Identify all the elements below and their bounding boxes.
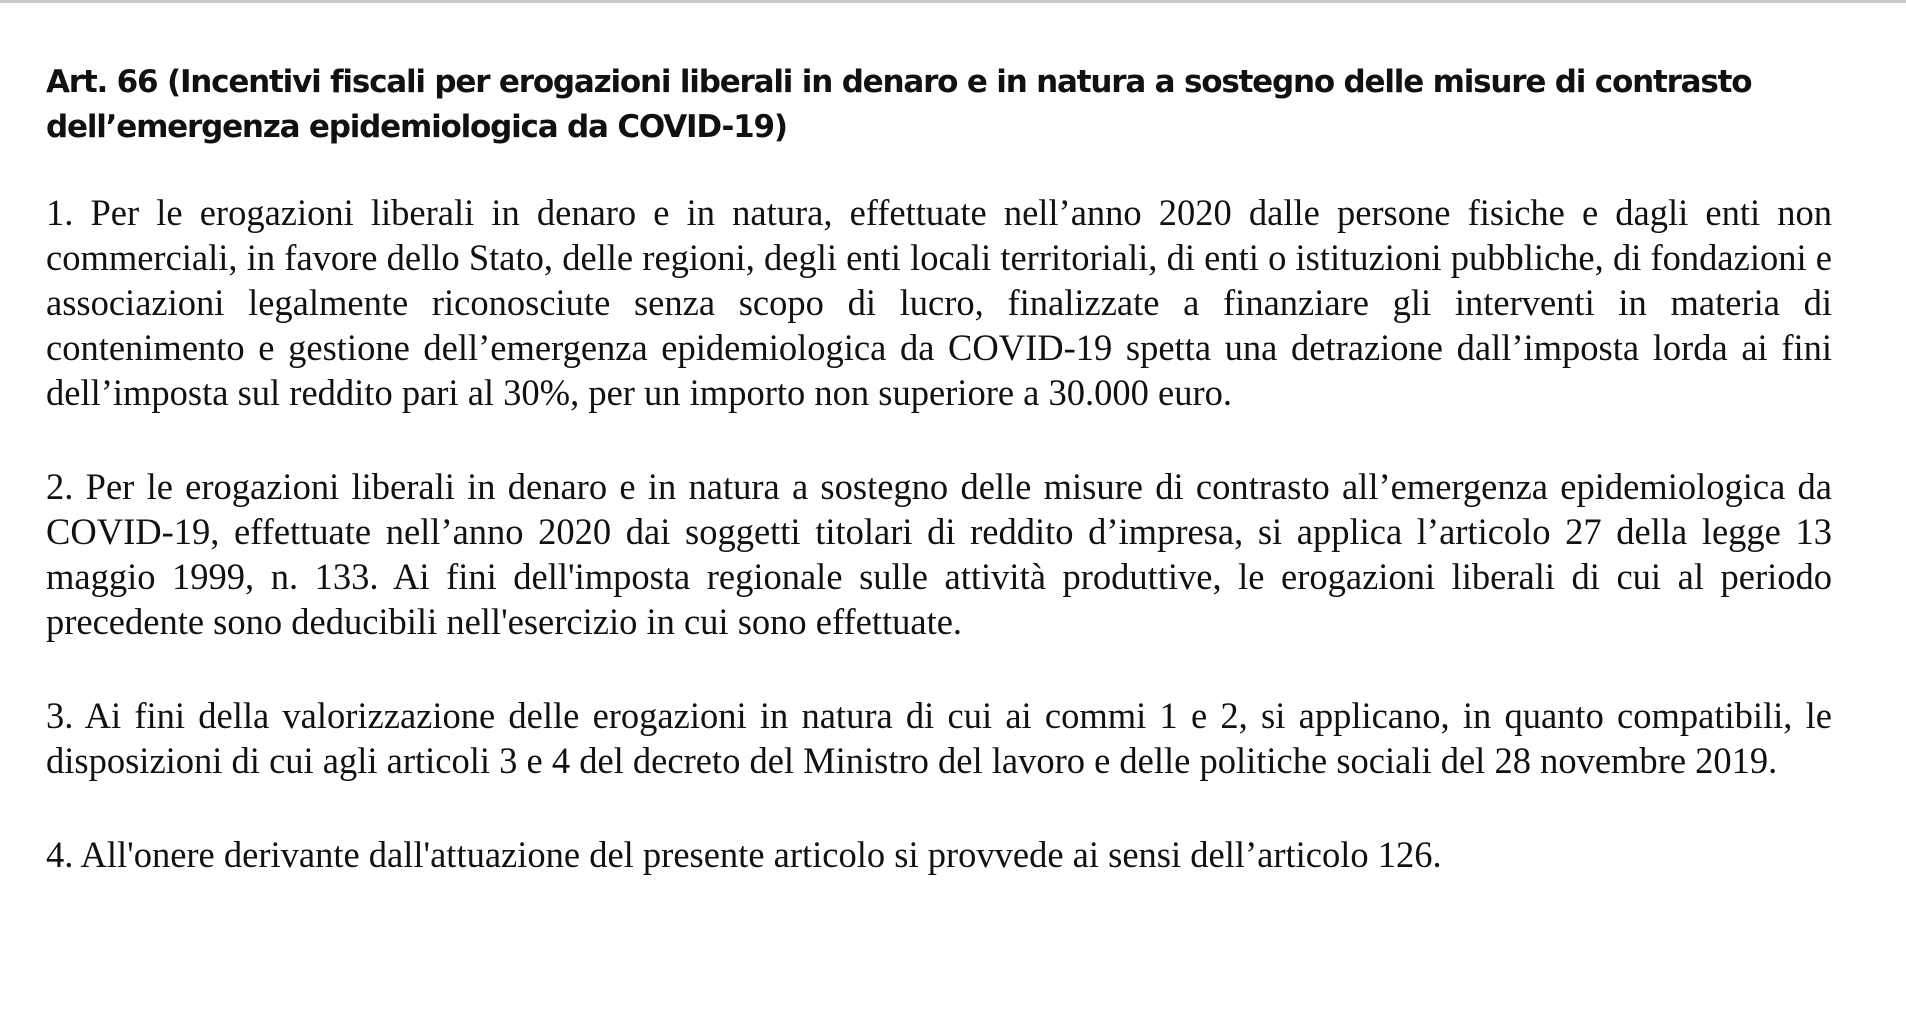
paragraph-2: 2. Per le erogazioni liberali in denaro e in natura a sostegno delle misure di contrasto all’emergenza epidemiologica da COVID-19, effettuate nell’anno 2020 dai soggetti titolari di reddito d’impresa, si applica l’articolo 27 della legge 13 maggio 1999, n. 133. Ai fini dell'imposta regionale sulle attività produttive, le erogazioni liberali di cui al periodo precedente sono deducibili nell'esercizio in cui sono effettuate. [46, 466, 1832, 642]
top-divider [0, 0, 1906, 3]
document-body [46, 60, 1832, 877]
paragraph-1: 1. Per le erogazioni liberali in denaro e in natura, effettuate nell’anno 2020 dalle persone fisiche e dagli enti non commerciali, in favore dello Stato, delle regioni, degli enti locali territoriali, di enti o istituzioni pubbliche, di fondazioni e associazioni legalmente riconosciute senza scopo di lucro, finalizzate a finanziare gli interventi in materia di contenimento e gestione dell’emergenza epidemiologica da COVID-19 spetta una detrazione dall’imposta lorda ai fini dell’imposta sul reddito pari al 30%, per un importo non superiore a 30.000 euro. [46, 192, 1832, 413]
article-title: Art. 66 (Incentivi fiscali per erogazioni liberali in denaro e in natura a sostegno delle misure di contrasto dell’emergenza epidemiologica da COVID-19) [46, 64, 1752, 145]
paragraph-4: 4. All'onere derivante dall'attuazione del presente articolo si provvede ai sensi dell’articolo 126. [46, 834, 1442, 875]
paragraph-3: 3. Ai fini della valorizzazione delle erogazioni in natura di cui ai commi 1 e 2, si applicano, in quanto compatibili, le disposizioni di cui agli articoli 3 e 4 del decreto del Ministro del lavoro e delle politiche sociali del 28 novembre 2019. [46, 695, 1832, 781]
